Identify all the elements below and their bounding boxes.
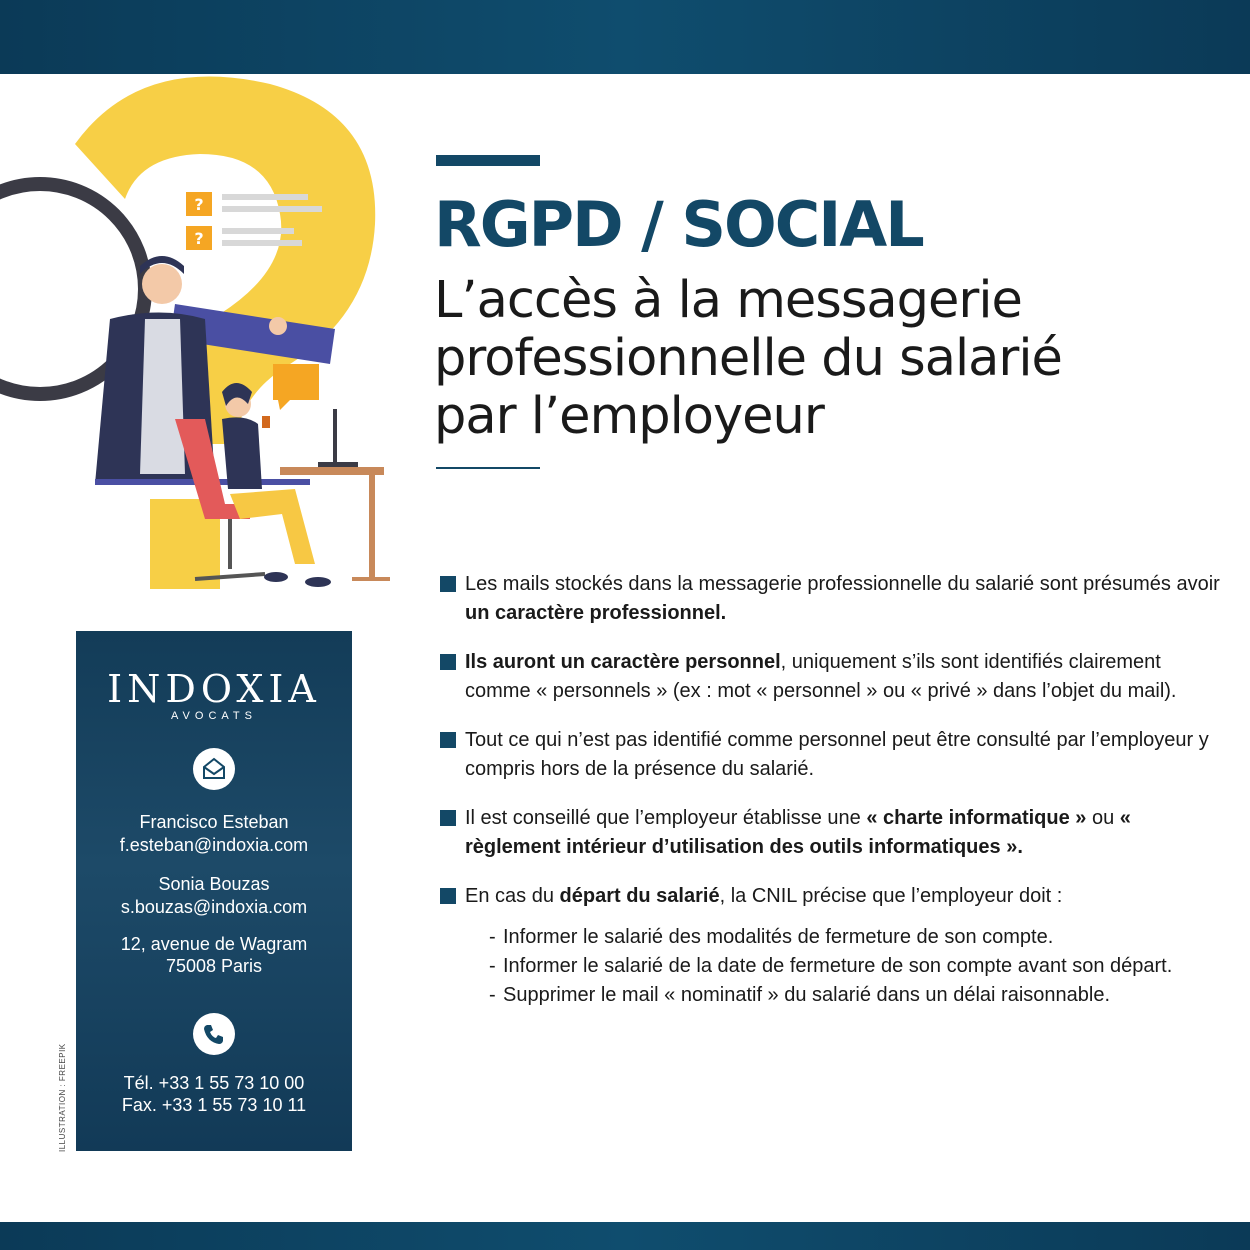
paragraph: [440, 882, 1220, 1010]
phone-number[interactable]: Tél. +33 1 55 73 10 00: [123, 1073, 305, 1093]
bullet-square-icon: [440, 888, 456, 904]
paragraph-text: Il est conseillé que l’employeur établisse une: [465, 807, 867, 829]
address-line: 75008 Paris: [165, 956, 263, 976]
svg-text:?: ?: [194, 195, 204, 214]
paragraph-text: ou: [1086, 807, 1120, 829]
desk: [280, 467, 384, 475]
bottom-band: [0, 1222, 1250, 1250]
paragraph-text: , la CNIL précise que l’employeur doit :: [719, 885, 1063, 907]
page-subtitle: [434, 272, 1234, 446]
sub-list-item: - Informer le salarié de la date de fermeture de son compte avant son départ.: [489, 955, 1173, 977]
contact-name: Francisco Esteban: [139, 812, 289, 832]
bullet-square-icon: [440, 732, 456, 748]
man-head: [142, 264, 182, 304]
paragraph-emphasis: un caractère professionnel.: [465, 602, 727, 624]
bullet-square-icon: [440, 810, 456, 826]
paragraph-text: En cas du: [465, 885, 560, 907]
paragraph-emphasis: départ du salarié: [559, 885, 720, 907]
article-body: [440, 570, 1220, 1030]
bullet-square-icon: [440, 576, 456, 592]
speech-bubble-icon: [273, 364, 319, 400]
contact-email[interactable]: s.bouzas@indoxia.com: [120, 897, 308, 917]
contact-card: [76, 631, 352, 1151]
subtitle-line: par l’employeur: [434, 387, 824, 446]
paragraph-emphasis: Ils auront un caractère personnel: [465, 651, 781, 673]
subtitle-line: professionnelle du salarié: [434, 329, 1062, 388]
sub-list-item: - Informer le salarié des modalités de fermeture de son compte.: [489, 926, 1054, 948]
paragraph-text: , uniquement s’ils sont identifiés clairement comme « personnels » (ex : mot « personnel » ou « privé » dans l’objet du mail).: [465, 651, 1177, 702]
top-band: [0, 0, 1250, 74]
bullet-square-icon: [440, 654, 456, 670]
contact-email[interactable]: f.esteban@indoxia.com: [119, 835, 309, 855]
title-rule-bottom: [436, 467, 540, 469]
illustration: [0, 74, 420, 604]
paragraph-emphasis: « règlement intérieur d’utilisation des outils informatiques ».: [465, 807, 1131, 858]
brand-subtitle: AVOCATS: [171, 710, 257, 722]
paragraph-text: Tout ce qui n’est pas identifié comme personnel peut être consulté par l’employeur y compris hors de la présence du salarié.: [465, 729, 1209, 780]
sub-list-item: - Supprimer le mail « nominatif » du salarié dans un délai raisonnable.: [489, 984, 1111, 1006]
sub-list: [465, 923, 1220, 1010]
brand-logo: INDOXIA: [107, 667, 321, 711]
paragraph: [440, 726, 1220, 784]
paragraph-text: Les mails stockés dans la messagerie professionnelle du salarié sont présumés avoir: [465, 573, 1220, 595]
illustration-credit: ILLUSTRATION : FREEPIK: [58, 1043, 67, 1152]
envelope-icon: [193, 748, 235, 790]
address-line: 12, avenue de Wagram: [120, 934, 308, 954]
subtitle-line: L’accès à la messagerie: [434, 271, 1022, 330]
svg-text:?: ?: [194, 229, 204, 248]
paragraph: [440, 570, 1220, 628]
paragraph: [440, 804, 1220, 862]
phone-icon: [193, 1013, 235, 1055]
paragraph-emphasis: « charte informatique »: [866, 807, 1087, 829]
paragraph: [440, 648, 1220, 706]
fax-number: Fax. +33 1 55 73 10 11: [121, 1095, 307, 1115]
title-rule-top: [436, 155, 540, 166]
page-title: RGPD / SOCIAL: [434, 188, 923, 261]
contact-name: Sonia Bouzas: [158, 874, 270, 894]
